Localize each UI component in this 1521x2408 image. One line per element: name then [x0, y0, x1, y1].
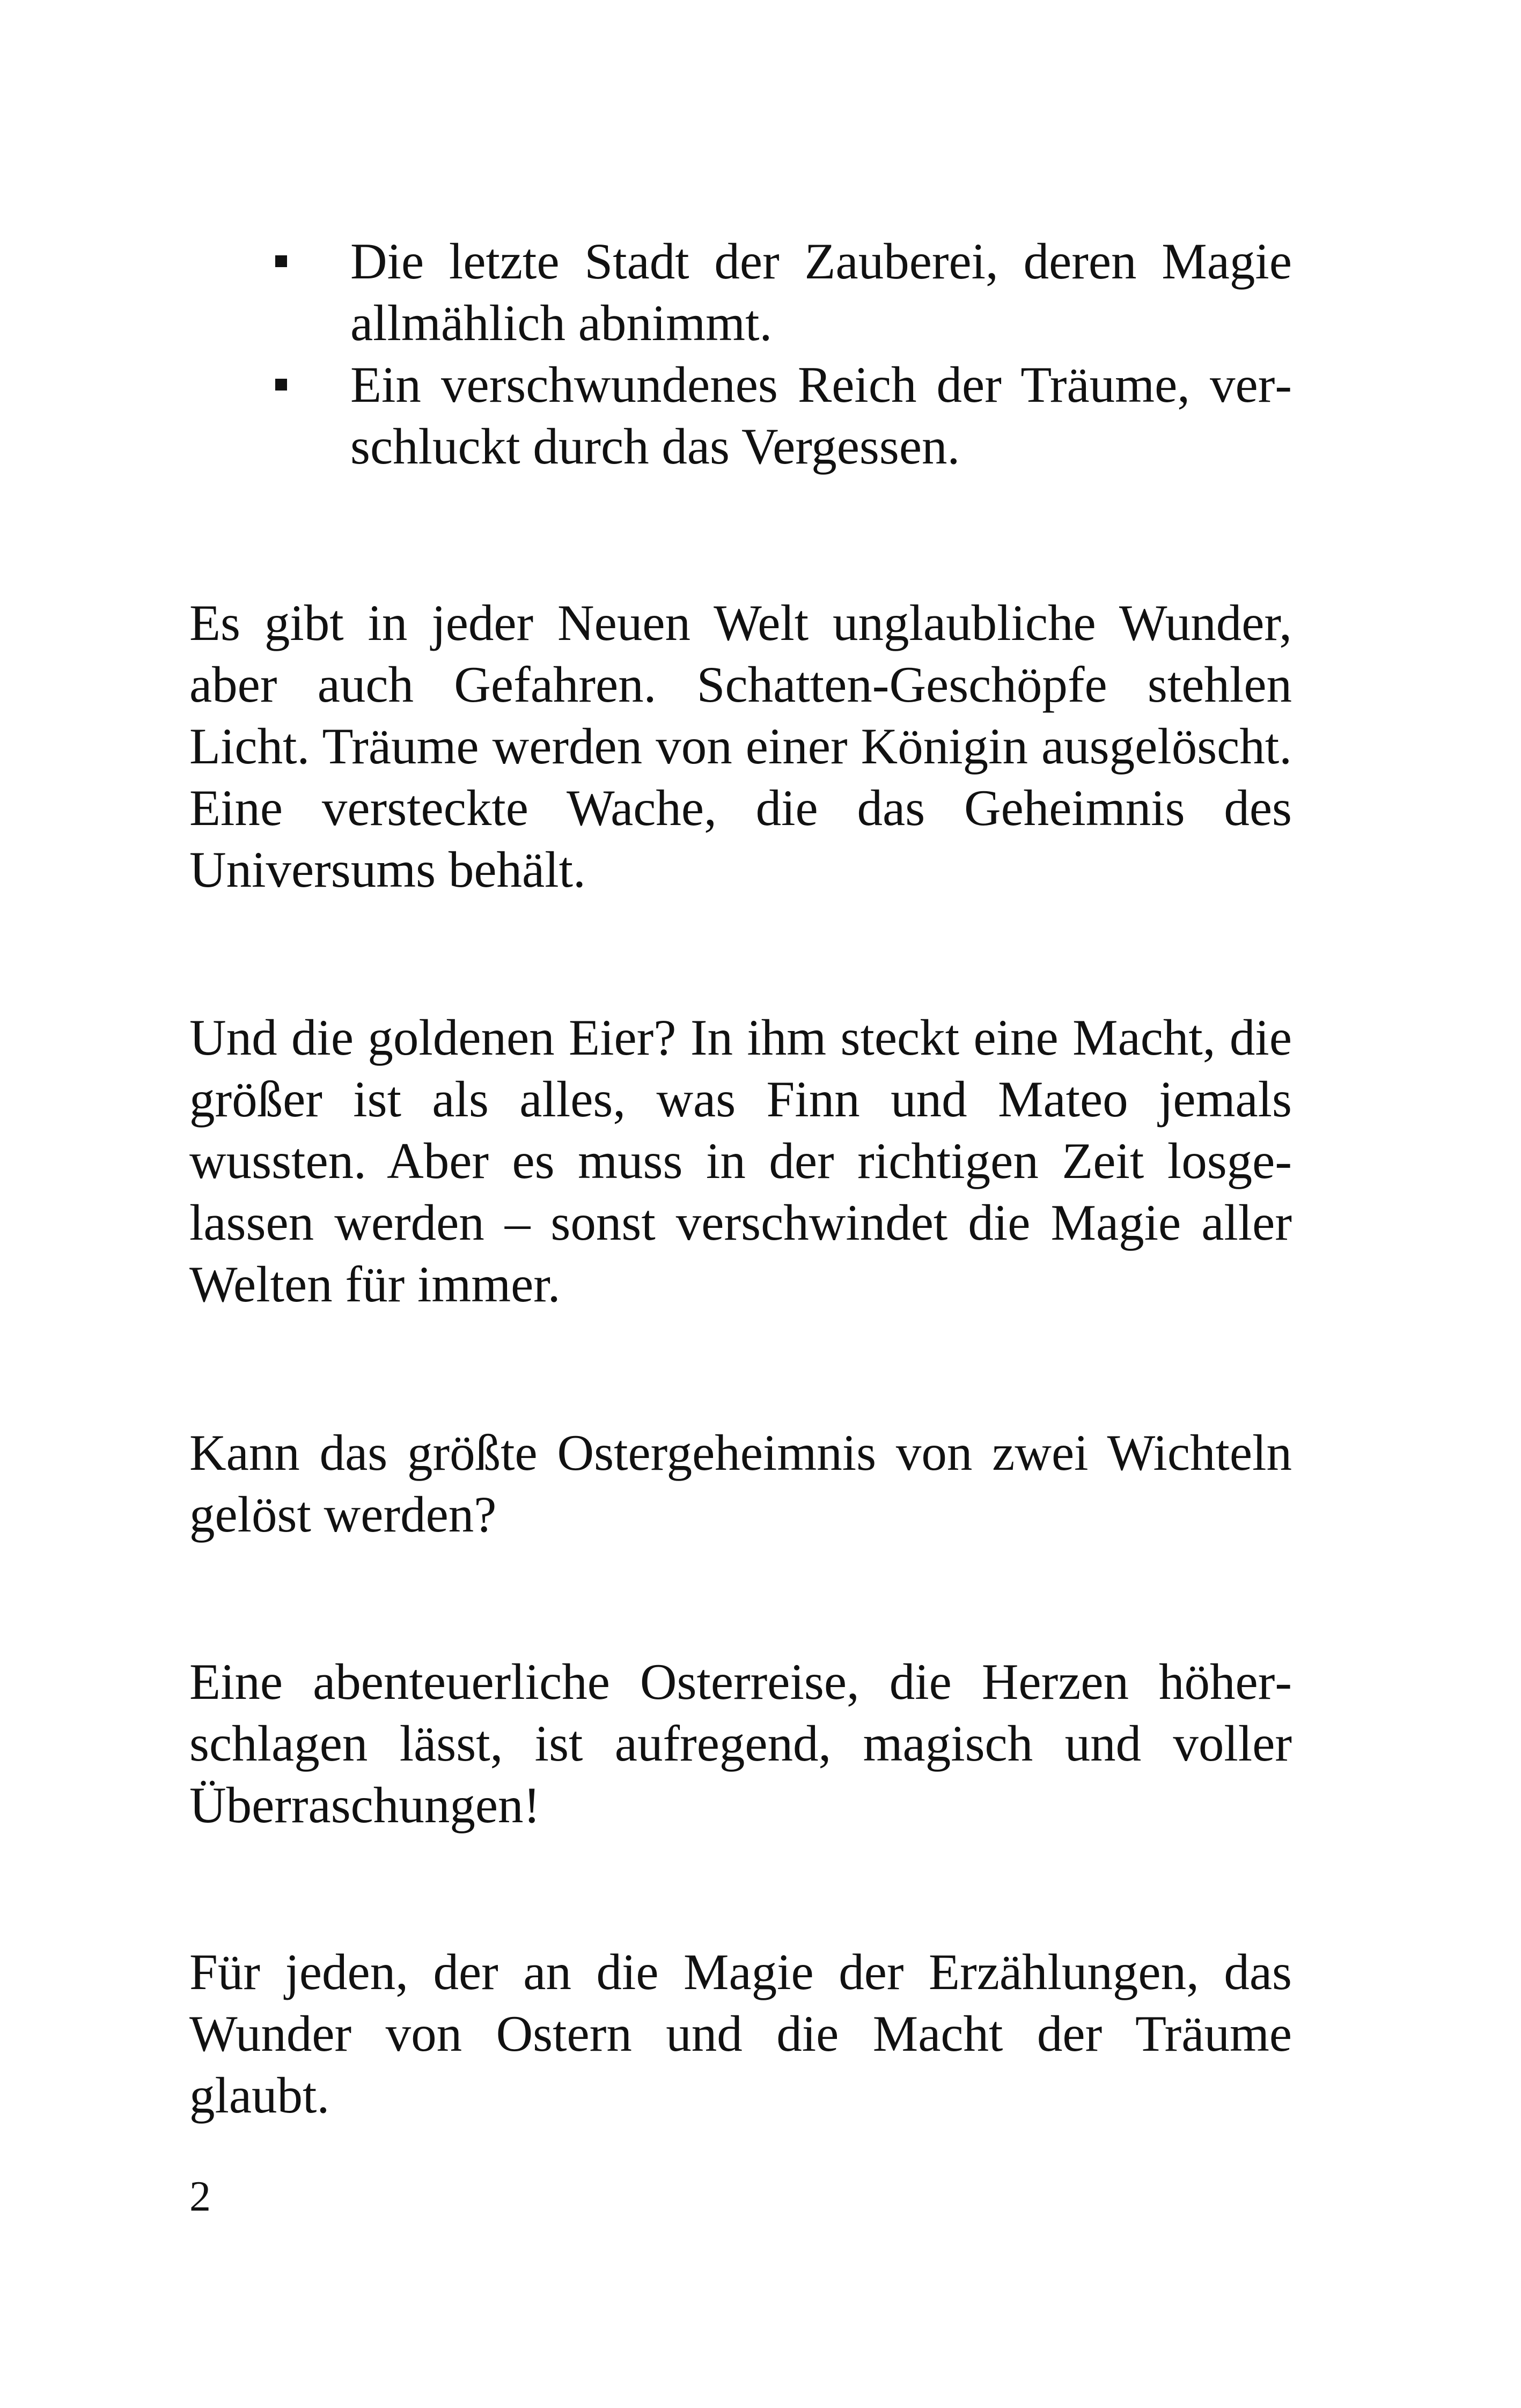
- bullet-list: [189, 231, 1292, 477]
- bullet-item: [189, 231, 1292, 354]
- square-bullet-icon: [275, 255, 287, 267]
- paragraph: Es gibt in jeder Neuen Welt unglaubliche Wunder, aber auch Gefahren. Schatten-Geschöpfe stehlen Licht. Träume werden von einer Königin ausgelöscht. Eine versteckte Wache, die das Geheimnis des Universums behält.: [189, 594, 1292, 898]
- page-number: 2: [189, 2173, 211, 2220]
- bullet-text: Die letzte Stadt der Zauberei, deren Magie allmählich abnimmt.: [350, 233, 1292, 351]
- paragraph: Für jeden, der an die Magie der Erzählungen, das Wunder von Ostern und die Macht der Träume glaubt.: [189, 1943, 1292, 2124]
- paragraph: Und die goldenen Eier? In ihm steckt eine Macht, die größer ist als alles, was Finn und Mateo jemals wussten. Aber es muss in der richtigen Zeit losgelassen werden – sonst verschwindet die Magie aller Welten für immer.: [189, 1009, 1292, 1313]
- paragraph: Eine abenteuerliche Osterreise, die Herzen höherschlagen lässt, ist aufregend, magisch und voller Überraschungen!: [189, 1653, 1292, 1833]
- bullet-text: Ein verschwundenes Reich der Träume, verschluckt durch das Vergessen.: [350, 356, 1292, 475]
- paragraph: Kann das größte Ostergeheimnis von zwei Wichteln gelöst werden?: [189, 1424, 1292, 1543]
- square-bullet-icon: [275, 379, 287, 391]
- bullet-item: [189, 354, 1292, 477]
